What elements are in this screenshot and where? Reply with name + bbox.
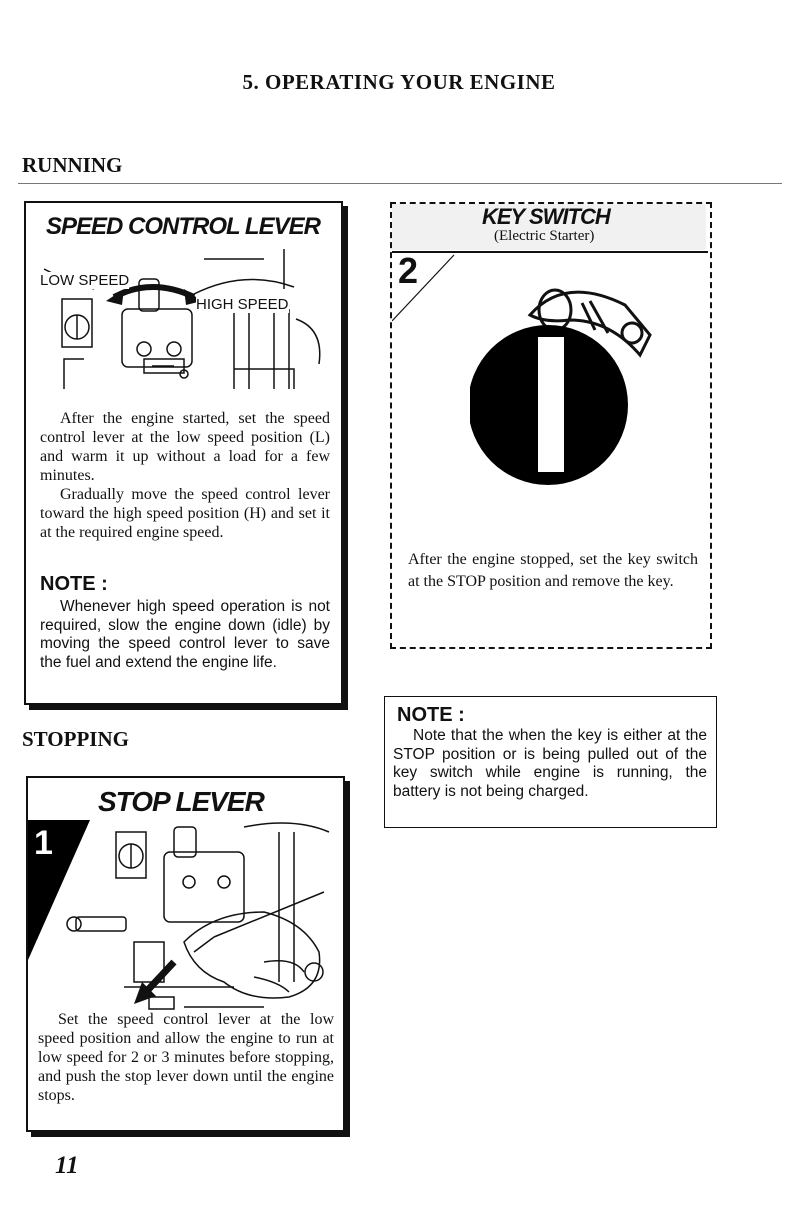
section-divider — [18, 183, 782, 184]
high-speed-label: HIGH SPEED — [196, 296, 289, 313]
stop-lever-title: STOP LEVER — [98, 786, 264, 817]
key-note-text: Note that the when the key is either at the STOP position or is being pulled out of the key switch while engine is running, the battery is not being charged. — [393, 727, 707, 800]
stopping-heading: STOPPING — [22, 727, 129, 751]
key-step-corner — [392, 253, 462, 323]
key-switch-instructions: After the engine stopped, set the key switch at the STOP position and remove the key. — [408, 551, 698, 590]
speed-note-text: Whenever high speed operation is not required, slow the engine down (idle) by moving the speed control lever to save the fuel and extend the engine life. — [40, 598, 330, 671]
key-switch-subtitle: (Electric Starter) — [494, 228, 595, 244]
page-number: 11 — [55, 1152, 79, 1179]
stop-step-number: 1 — [34, 824, 53, 862]
low-speed-label: LOW SPEED — [40, 272, 130, 289]
speed-paragraph-2: Gradually move the speed control lever toward the high speed position (H) and set it at the required engine speed. — [40, 486, 330, 541]
stop-lever-instructions: Set the speed control lever at the low speed position and allow the engine to run at low speed for 2 or 3 minutes before stopping, and push the stop lever down until the engine stops. — [38, 1011, 334, 1104]
key-step-number: 2 — [398, 250, 419, 291]
chapter-title: 5. OPERATING YOUR ENGINE — [242, 70, 556, 94]
stop-lever-panel — [26, 776, 345, 1132]
speed-paragraph-1: After the engine started, set the speed control lever at the low speed position (L) and warm it up without a load for a few minutes. — [40, 410, 330, 484]
key-switch-title: KEY SWITCH — [482, 204, 610, 229]
speed-instructions — [40, 409, 330, 542]
speed-control-lever-panel — [24, 201, 343, 705]
key-switch-illustration — [470, 275, 660, 490]
speed-control-lever-title: SPEED CONTROL LEVER — [46, 213, 320, 240]
running-heading: RUNNING — [22, 153, 123, 177]
key-note-panel — [384, 696, 717, 828]
stop-lever-illustration — [64, 822, 339, 1012]
speed-note-title: NOTE : — [40, 573, 108, 595]
key-note-title: NOTE : — [397, 704, 465, 726]
